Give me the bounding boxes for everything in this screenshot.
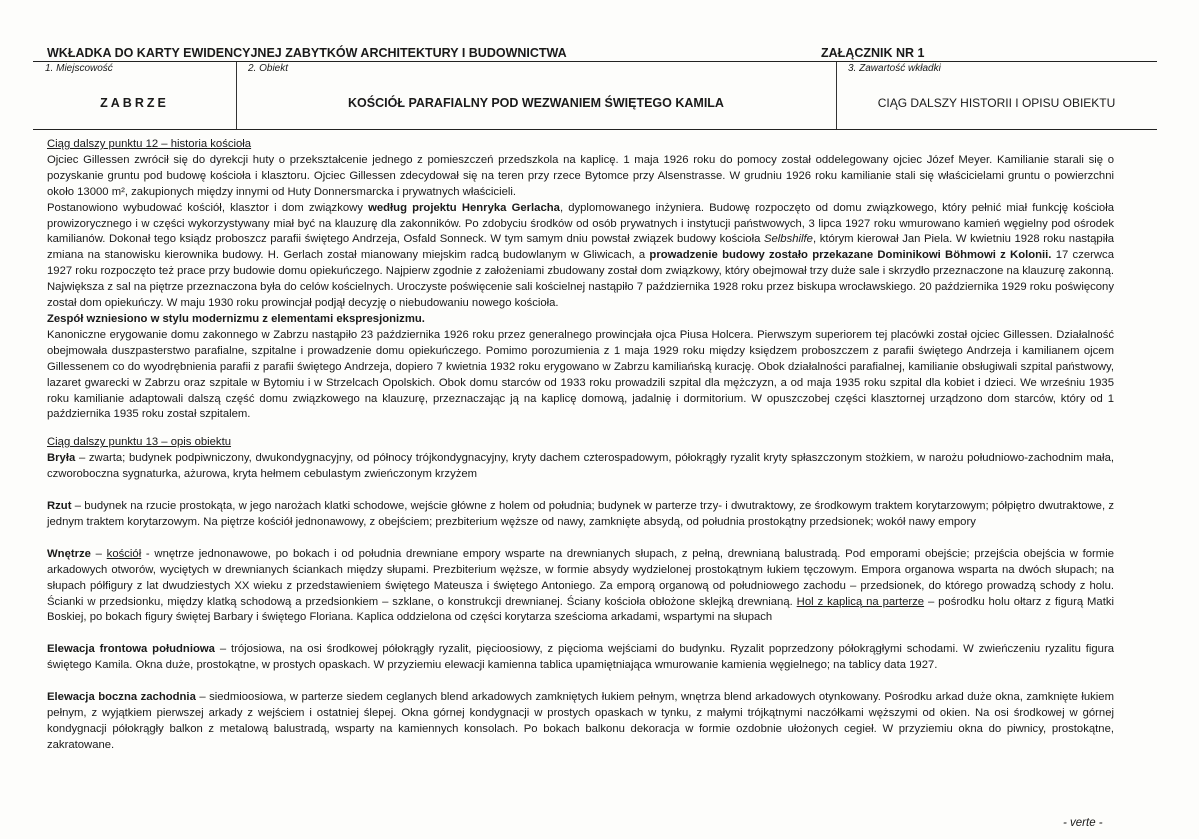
text-span: – siedmioosiowa, w parterze siedem ceglanych blend arkadowych zamkniętych łukiem pełnym, wnętrza blend arkadowych otynkowany. Pośrodku arkad duże okna, zamknięte łukiem pełnym, z wyjątkiem pierwszej arkady z wejściem i ostatniej ślepej. Okna górnej kondygnacji w prostych opaskach w tynku, z małymi trójkątnymi naczółkami węższymi od okien. Na osi środkowej w górnej kondygnacji półokrągły balkon z metalową balustradą, wsparty na kamiennych konsolach. Po bokach balkonu dekoracja w formie ozdobnie ułożonych cegieł. W przyziemiu okna do piwnicy, prostokątne, zakratowane. xyxy=(47,691,1114,751)
text-span: , którym kierował Jan Piela. W kwietniu 1928 roku nastąpiła zmiana na stanowisku kierownika budowy. H. Gerlach został mianowany miejskim radcą budowlanym w Gliwicach, a xyxy=(47,233,1115,262)
history-paragraph-3 xyxy=(47,312,1114,328)
object-label: 2. Obiekt xyxy=(248,63,289,74)
verte-note: - verte - xyxy=(1063,817,1103,829)
description-front xyxy=(47,642,1114,674)
description-west xyxy=(47,690,1114,754)
locality-label: 1. Miejscowość xyxy=(45,63,113,74)
italic-text: Selbshilfe xyxy=(763,233,813,246)
content-label: 3. Zawartość wkładki xyxy=(848,63,941,74)
description-wnetrze xyxy=(47,547,1114,627)
underlined-text: Hol z kaplicą na parterze xyxy=(796,595,925,608)
spacer xyxy=(47,483,1114,499)
spacer xyxy=(47,423,1114,435)
spacer xyxy=(47,674,1114,690)
history-heading: Ciąg dalszy punktu 12 – historia kościoła xyxy=(47,138,252,150)
bold-text: Zespół wzniesiono w stylu modernizmu z elementami ekspresjonizmu. xyxy=(47,312,425,325)
description-heading: Ciąg dalszy punktu 13 – opis obiektu xyxy=(47,436,232,449)
text-span: Postanowiono wybudować kościół, klasztor i dom związkowy xyxy=(47,201,369,214)
spacer xyxy=(47,626,1114,642)
header-fields-table xyxy=(33,61,1157,130)
content-value: CIĄG DALSZY HISTORII I OPISU OBIEKTU xyxy=(877,96,1116,110)
locality-cell xyxy=(33,62,237,129)
term: Elewacja frontowa południowa xyxy=(47,643,215,656)
bold-text: prowadzenie budowy zostało przekazane Dominikowi Böhmowi z Kolonii. xyxy=(649,249,1052,262)
document-title: WKŁADKA DO KARTY EWIDENCYJNEJ ZABYTKÓW ARCHITEKTURY I BUDOWNICTWA xyxy=(47,46,567,60)
term: Rzut xyxy=(47,500,72,513)
history-paragraph-4: Kanoniczne erygowanie domu zakonnego w Zabrzu nastąpiło 23 października 1926 roku przez generalnego prowincjała ojca Piusa Holcera. Pierwszym superiorem tej placówki został ojciec Gillessen. Działalność obejmowała duszpasterstwo parafialne, szpitalne i prowadzenie domu opiekuńczego. Pomimo porozumienia z 1 maja 1929 roku między księdzem proboszczem z parafii świętego Andrzeja i kamilianem ojcem Gillessenem co do wyodrębnienia parafii z parafii świętego Andrzeja, dopiero 7 kwietnia 1932 roku erygowano w Zabrzu kamiliańską kurację. Obok działalności parafialnej, kamilianie obsługiwali szpital państwowy, lazaret gwarecki w Zabrzu oraz szpitale w Bytomiu i w Strzelcach Opolskich. Obok domu starców od 1933 roku prowadzili szpital dla mężczyzn, a od maja 1935 roku szpital dla kobiet i dzieci. We wrześniu 1935 roku kamilianie adaptowali dalszą część domu związkowego na klauzurę, przeznaczając ją na kaplicę domową, jadalnię i dormitorium. W opuszczobej części klasztornej urządzono dom starców, który od 1 października 1935 roku został szpitalem. xyxy=(47,328,1114,421)
content-cell xyxy=(836,62,1157,129)
spacer xyxy=(47,531,1114,547)
object-value: KOŚCIÓŁ PARAFIALNY POD WEZWANIEM ŚWIĘTEGO KAMILA xyxy=(348,96,724,110)
text-span: – xyxy=(90,547,107,560)
document-body xyxy=(47,137,1114,754)
text-span: – zwarta; budynek podpiwniczony, dwukondygnacyjny, od północy trójkondygnacyjny, kryty dachem czterospadowym, półokrągły ryzalit kryty spłaszczonym stożkiem, w narożu południowo-zachodnim mała, czworoboczna sygnaturka, ażurowa, kryta hełmem cebulastym zwieńczonym krzyżem xyxy=(47,452,1114,481)
text-span: – trójosiowa, na osi środkowej półokrągły ryzalit, pięcioosiowy, z pięcioma wejściami do budynku. Ryzalit poprzedzony półokrągłymi schodami. W zwieńczeniu ryzalitu figura świętego Kamila. Okna duże, prostokątne, w prostych opaskach. W przyziemiu elewacji kamienna tablica upamiętniająca wmurowanie kamienia węgielnego; na tablicy data 1927. xyxy=(47,643,1114,672)
text-span: – budynek na rzucie prostokąta, w jego narożach klatki schodowe, wejście główne z holem od południa; budynek w parterze trzy- i dwutraktowy, ze środkowym traktem korytarzowym; półpiętro dwutraktowe, z jednym traktem korytarzowym. Na piętrze kościół jednonawowy, z obejściem; prezbiterium węższe od nawy, zamknięte absydą, od południa prostokątny przedsionek; wokół nawy empory xyxy=(47,500,1114,528)
term: Wnętrze xyxy=(47,547,91,560)
history-paragraph-2 xyxy=(47,201,1114,312)
text-span: 17 czerwca 1927 roku rozpoczęto też prace przy budowie domu opiekuńczego. Najpierw zgodnie z założeniami zbudowany został dom związkowy, który obejmował trzy duże sale i skrzydło przeznaczone na klauzurę zakonną. Największa z sal na piętrze przeznaczona była do celów kościelnych. Uroczyste poświęcenie sali kościelnej nastąpiło 7 października 1928 roku przez biskupa wrocławskiego. 20 października 1929 roku poświęcony został dom opiekuńczy. W maju 1930 roku prowincjał podjął decyzję o niebudowaniu nowego kościoła. xyxy=(47,249,1114,310)
term: Bryła xyxy=(47,452,76,465)
object-cell xyxy=(236,62,837,129)
text-span: , dyplomowanego inżyniera. Budowę rozpoczęto od domu związkowego, który pełnić miał funkcję kościoła prowizorycznego i w części wykorzystywany miał być na klauzurę dla zakonników. Po zdobyciu środków od osób prywatnych i instytucji państwowych, 3 lipca 1927 roku wmurowano kamień węgielny pod ośrodek kamilianów. Dokonał tego ksiądz proboszcz parafii świętego Andrzeja, Osfald Sonneck. W tym samym dniu powstał związek budowy kościoła xyxy=(47,201,1114,246)
underlined-text: kościół xyxy=(106,547,142,560)
history-paragraph-1: Ojciec Gillessen zwrócił się do dyrekcji huty o przekształcenie jednego z pomieszczeń przedszkola na kaplicę. 1 maja 1926 roku do pomocy został oddelegowany ojciec Józef Meyer. Kamilianie starali się o pozyskanie gruntu pod budowę kościoła i klasztoru. Ojciec Gillessen zdecydował się na teren przy rzece Bytomce przy Alsenstrasse. W grudniu 1926 roku kamilianie stali się właścicielami gruntu o powierzchni około 13000 m², zakupionych między innymi od Huty Donnersmarcka i prywatnych właścicieli. xyxy=(47,153,1114,198)
description-bryla xyxy=(47,451,1114,483)
locality-value: ZABRZE xyxy=(100,96,169,110)
term: Elewacja boczna zachodnia xyxy=(47,691,196,704)
attachment-label: ZAŁĄCZNIK NR 1 xyxy=(821,46,925,60)
text-span: - wnętrze jednonawowe, po bokach i od południa drewniane empory wsparte na drewnianych słupach, z pełną, drewnianą balustradą. Pod emporami obejście; przejścia obejścia w formie arkadowych otworów, wyciętych w drewnianych ściankach między słupami. Prezbiterium węższe, w formie absydy wydzielonej prostokątnym łukiem tęczowym. Empora organowa wsparta na dwóch słupach; na słupach półfigury z lat dwudziestych XX wieku z przedstawieniem świętego Mateusza i świętego Antoniego. Za emporą organową od południowego zachodu – przedsionek, do którego prowadzą schody z holu. Ścianki w przedsionku, między klatką schodową a przedsionkiem – szklane, o konstrukcji drewnianej. Ściany kościoła obłożone sklejką drewnianą. xyxy=(47,547,1114,608)
text-span: – pośrodku holu ołtarz z figurą Matki Boskiej, po bokach figury świętej Barbary i świętego Floriana. Kaplica oddzielona od części korytarza sześcioma arkadami, wspartymi na słupach xyxy=(47,595,1115,624)
bold-text: według projektu Henryka Gerlacha xyxy=(368,201,560,214)
description-rzut xyxy=(47,499,1114,531)
